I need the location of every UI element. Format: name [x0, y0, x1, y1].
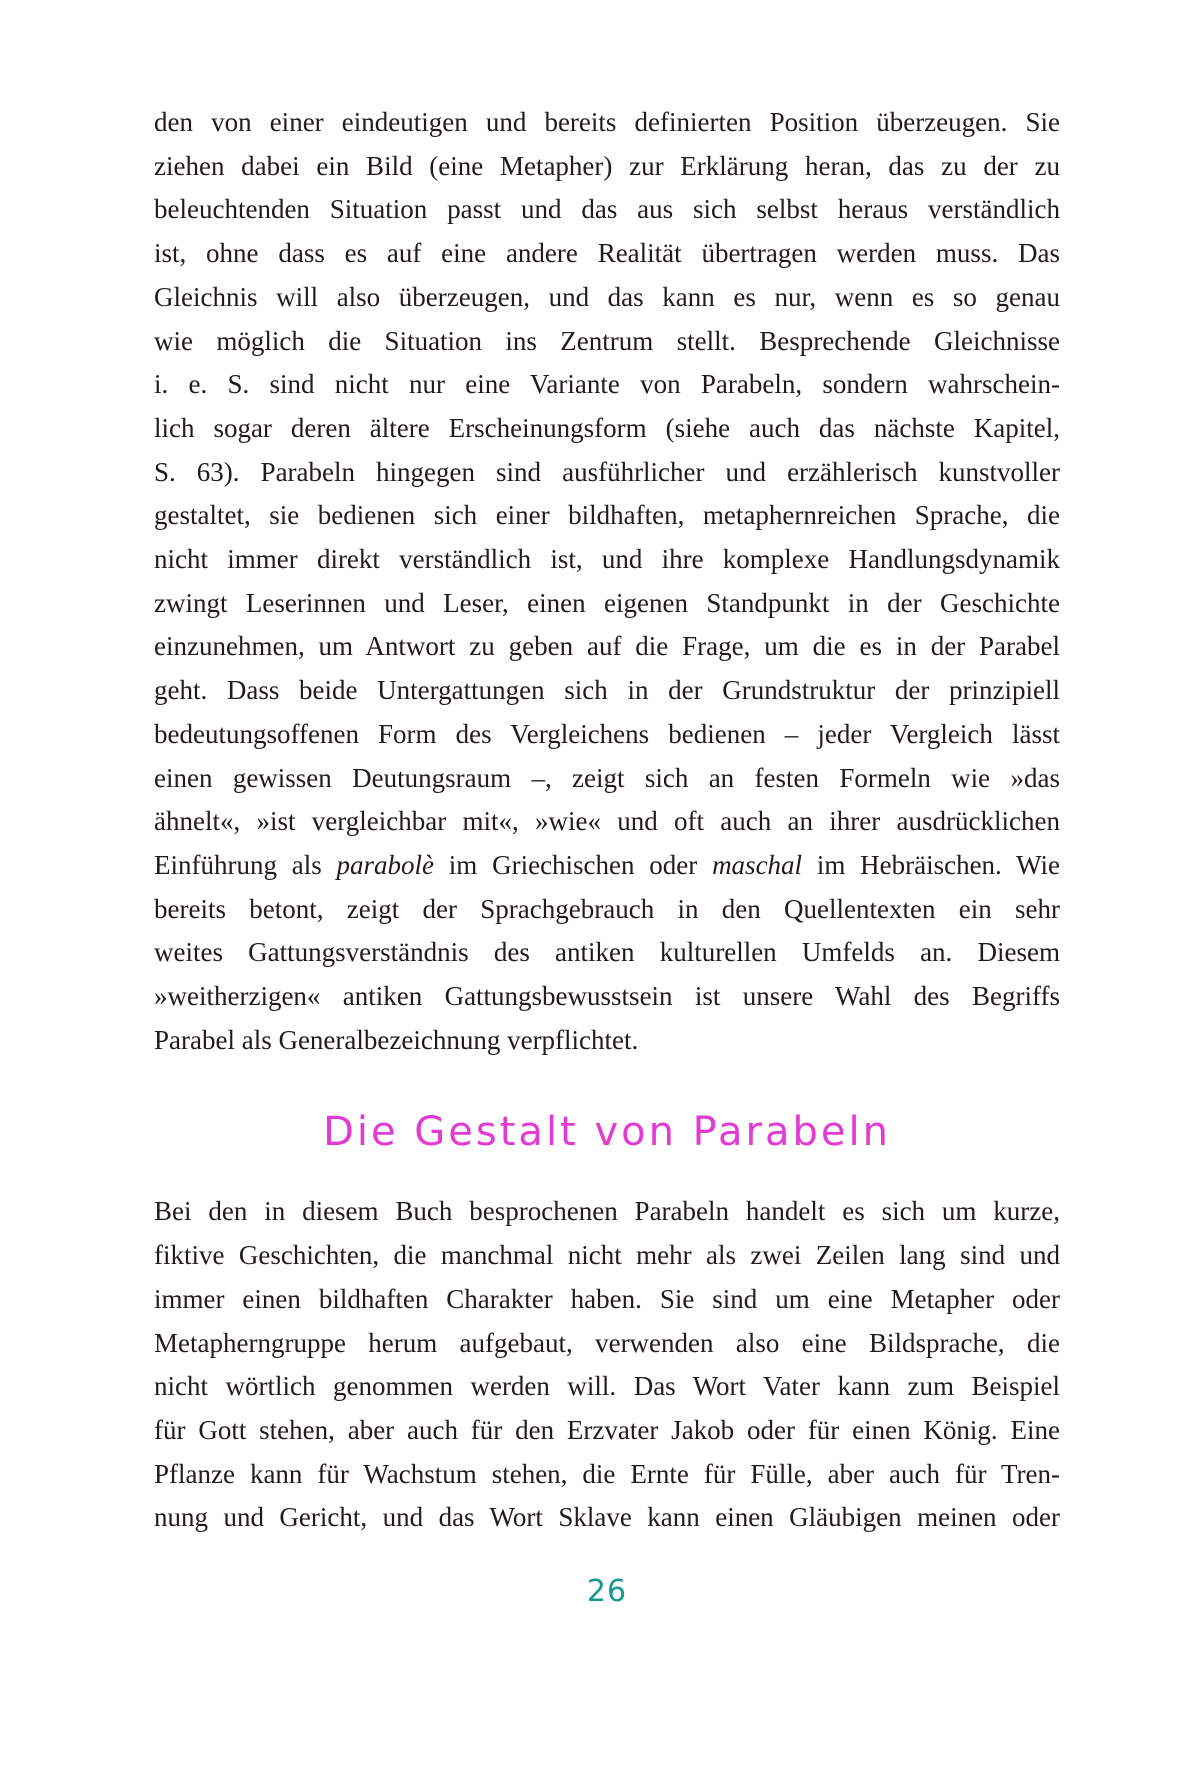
text-line: bereits betont, zeigt der Sprachgebrauch in den Quellentexten ein sehr	[154, 893, 1060, 924]
paragraph-2	[154, 1190, 1060, 1540]
text-line: gestaltet, sie bedienen sich einer bildhaften, metaphernreichen Sprache, die	[154, 500, 1060, 531]
text-line: zwingt Leserinnen und Leser, einen eigenen Standpunkt in der Geschichte	[154, 587, 1060, 618]
text-line: Gleichnis will also überzeugen, und das kann es nur, wenn es so genau	[154, 281, 1060, 312]
text-line: nicht wörtlich genommen werden will. Das Wort Vater kann zum Beispiel	[154, 1371, 1060, 1402]
text-run: im Griechischen oder	[434, 849, 713, 880]
text-line: ähnelt«, »ist vergleichbar mit«, »wie« und oft auch an ihrer ausdrücklichen	[154, 806, 1060, 837]
text-line: bedeutungsoffenen Form des Vergleichens bedienen – jeder Vergleich lässt	[154, 718, 1060, 749]
text-line: S. 63). Parabeln hingegen sind ausführlicher und erzählerisch kunstvoller	[154, 456, 1060, 487]
text-column	[154, 101, 1060, 1610]
text-line-with-italics	[154, 844, 1060, 888]
text-line: nung und Gericht, und das Wort Sklave kann einen Gläubigen meinen oder	[154, 1502, 1060, 1533]
section-heading: Die Gestalt von Parabeln	[323, 1109, 891, 1156]
text-line: einen gewissen Deutungsraum –, zeigt sich an festen Formeln wie »das	[154, 762, 1060, 793]
text-line: für Gott stehen, aber auch für den Erzvater Jakob oder für einen König. Eine	[154, 1414, 1060, 1445]
text-line: geht. Dass beide Untergattungen sich in der Grundstruktur der prinzipiell	[154, 675, 1060, 706]
text-line: weites Gattungsverständnis des antiken kulturellen Umfelds an. Diesem	[154, 937, 1060, 968]
text-line: nicht immer direkt verständlich ist, und ihre komplexe Handlungsdynamik	[154, 544, 1060, 575]
text-line: i. e. S. sind nicht nur eine Variante von Parabeln, sondern wahrschein-	[154, 369, 1060, 400]
page-number: 26	[586, 1574, 628, 1610]
text-line: den von einer eindeutigen und bereits definierten Position überzeugen. Sie	[154, 107, 1060, 137]
text-run: im Hebräischen. Wie	[802, 849, 1060, 880]
italic-term-parabole: parabolè	[336, 849, 435, 880]
text-line: beleuchtenden Situation passt und das aus sich selbst heraus verständlich	[154, 194, 1060, 225]
text-line: ziehen dabei ein Bild (eine Metapher) zur Erklärung heran, das zu der zu	[154, 150, 1060, 181]
text-line: einzunehmen, um Antwort zu geben auf die Frage, um die es in der Parabel	[154, 631, 1060, 662]
text-line: lich sogar deren ältere Erscheinungsform (siehe auch das nächste Kapitel,	[154, 412, 1060, 443]
text-line: wie möglich die Situation ins Zentrum stellt. Besprechende Gleichnisse	[154, 325, 1060, 356]
text-run: Einführung als	[154, 849, 337, 880]
text-line: ist, ohne dass es auf eine andere Realität übertragen werden muss. Das	[154, 238, 1060, 269]
text-line: fiktive Geschichten, die manchmal nicht mehr als zwei Zeilen lang sind und	[154, 1240, 1060, 1271]
paragraph-1	[154, 101, 1060, 1062]
text-line: »weitherzigen« antiken Gattungsbewusstsein ist unsere Wahl des Begriffs	[154, 981, 1060, 1012]
text-line: Parabel als Generalbezeichnung verpflichtet.	[154, 1024, 639, 1055]
italic-term-maschal: maschal	[712, 849, 803, 880]
text-line: immer einen bildhaften Charakter haben. Sie sind um eine Metapher oder	[154, 1283, 1060, 1314]
text-line: Bei den in diesem Buch besprochenen Parabeln handelt es sich um kurze,	[154, 1196, 1060, 1227]
text-line: Pflanze kann für Wachstum stehen, die Ernte für Fülle, aber auch für Tren-	[154, 1458, 1060, 1489]
text-line: Metapherngruppe herum aufgebaut, verwenden also eine Bildsprache, die	[154, 1327, 1060, 1358]
